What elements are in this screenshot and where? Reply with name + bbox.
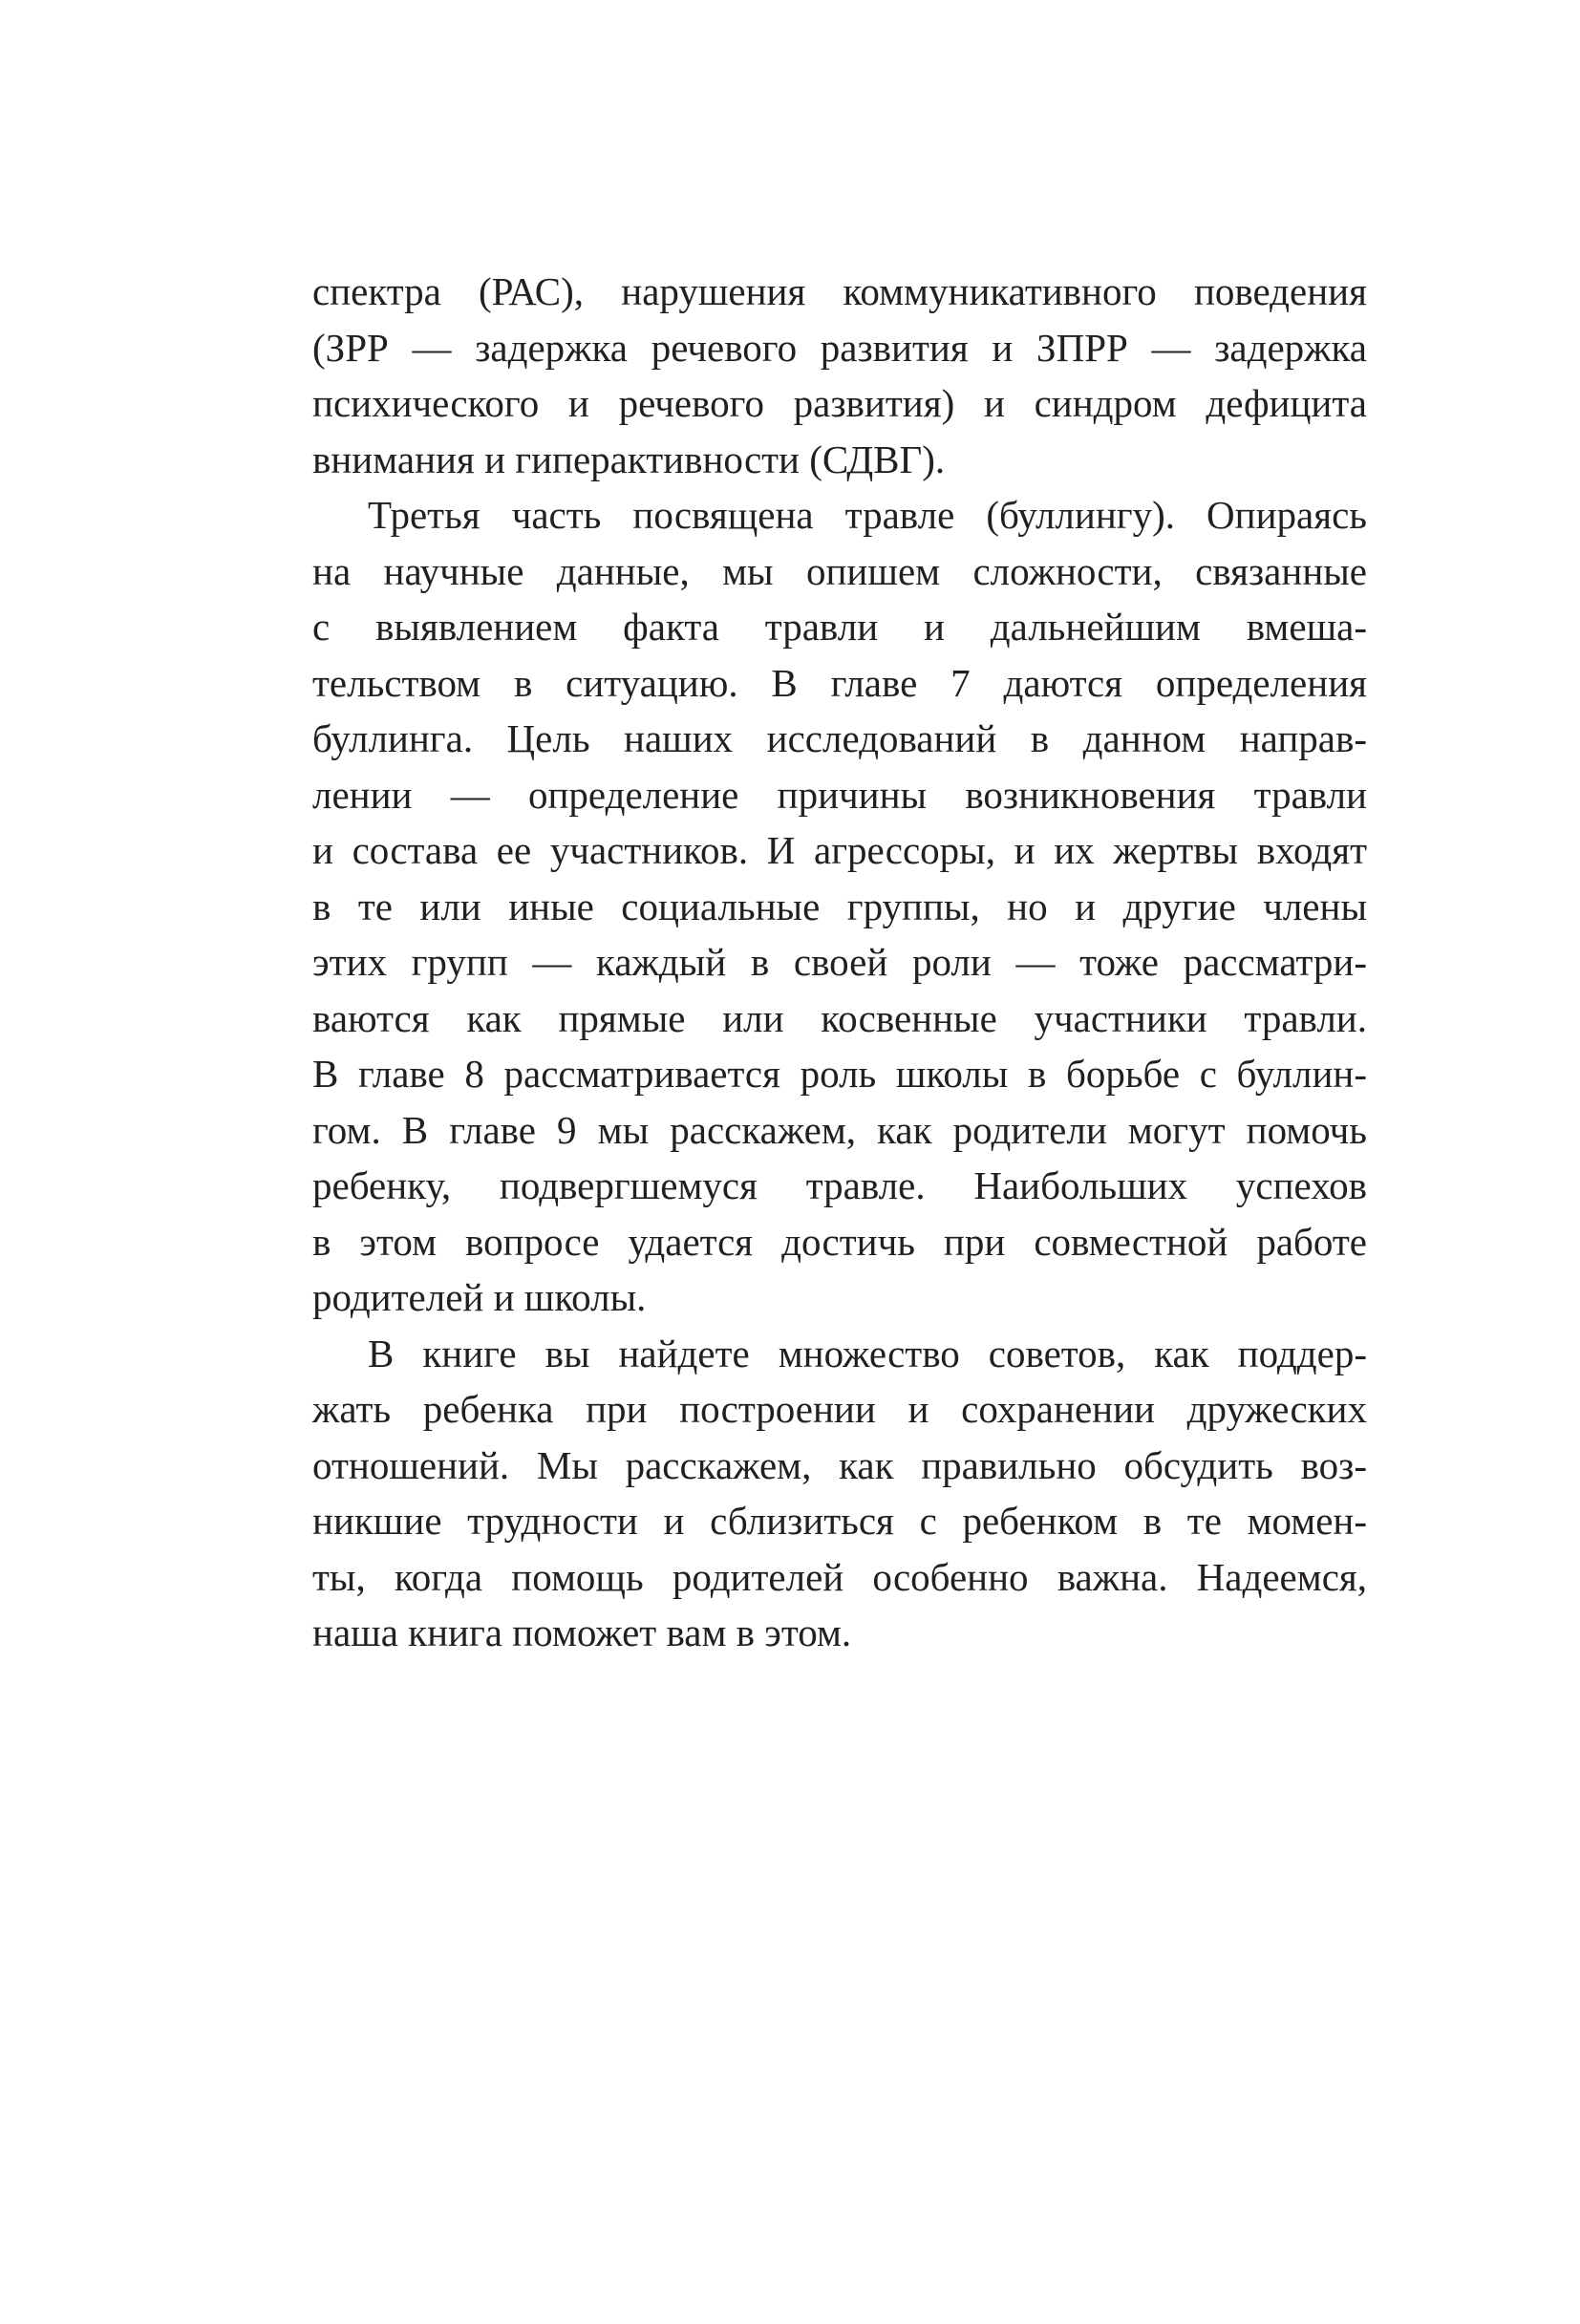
text-line: ты, когда помощь родителей особенно важна. Надеемся,: [312, 1554, 1367, 1599]
paragraph: [312, 487, 1367, 1326]
text-line: лении — определение причины возникновения травли: [312, 772, 1367, 817]
text-line: с выявлением факта травли и дальнейшим вмеша-: [312, 605, 1367, 649]
text-line: тельством в ситуацию. В главе 7 даются определения: [312, 660, 1367, 705]
text-line: внимания и гиперактивности (СДВГ).: [312, 437, 946, 481]
text-line: психического и речевого развития) и синдром дефицита: [312, 381, 1367, 425]
text-line: жать ребенка при построении и сохранении дружеских: [312, 1387, 1367, 1431]
text-line: отношений. Мы расскажем, как правильно обсудить воз-: [312, 1442, 1367, 1487]
text-line: никшие трудности и сблизиться с ребенком в те момен-: [312, 1499, 1367, 1543]
text-line: (ЗРР — задержка речевого развития и ЗПРР — задержка: [312, 325, 1367, 370]
text-line: на научные данные, мы опишем сложности, связанные: [312, 548, 1367, 593]
text-line: спектра (РАС), нарушения коммуникативного поведения: [312, 269, 1367, 313]
text-line: ребенку, подвергшемуся травле. Наибольших успехов: [312, 1163, 1367, 1207]
paragraph: [312, 264, 1367, 487]
text-line: В главе 8 рассматривается роль школы в борьбе с буллин-: [312, 1052, 1367, 1096]
page-body-text: [312, 264, 1367, 1661]
text-line: Третья часть посвящена травле (буллингу). Опираясь: [368, 493, 1367, 537]
text-line: в те или иные социальные группы, но и другие члены: [312, 884, 1367, 928]
text-line: и состава ее участников. И агрессоры, и их жертвы входят: [312, 828, 1367, 872]
text-line: наша книга поможет вам в этом.: [312, 1610, 852, 1654]
text-line: родителей и школы.: [312, 1275, 647, 1319]
text-line: ваются как прямые или косвенные участники травли.: [312, 995, 1367, 1040]
text-line: гом. В главе 9 мы расскажем, как родители могут помочь: [312, 1107, 1367, 1152]
paragraph: [312, 1326, 1367, 1661]
text-line: В книге вы найдете множество советов, как поддер-: [368, 1331, 1367, 1375]
text-line: этих групп — каждый в своей роли — тоже рассматри-: [312, 940, 1367, 984]
text-line: в этом вопросе удается достичь при совместной работе: [312, 1219, 1367, 1264]
text-line: буллинга. Цель наших исследований в данном направ-: [312, 716, 1367, 760]
